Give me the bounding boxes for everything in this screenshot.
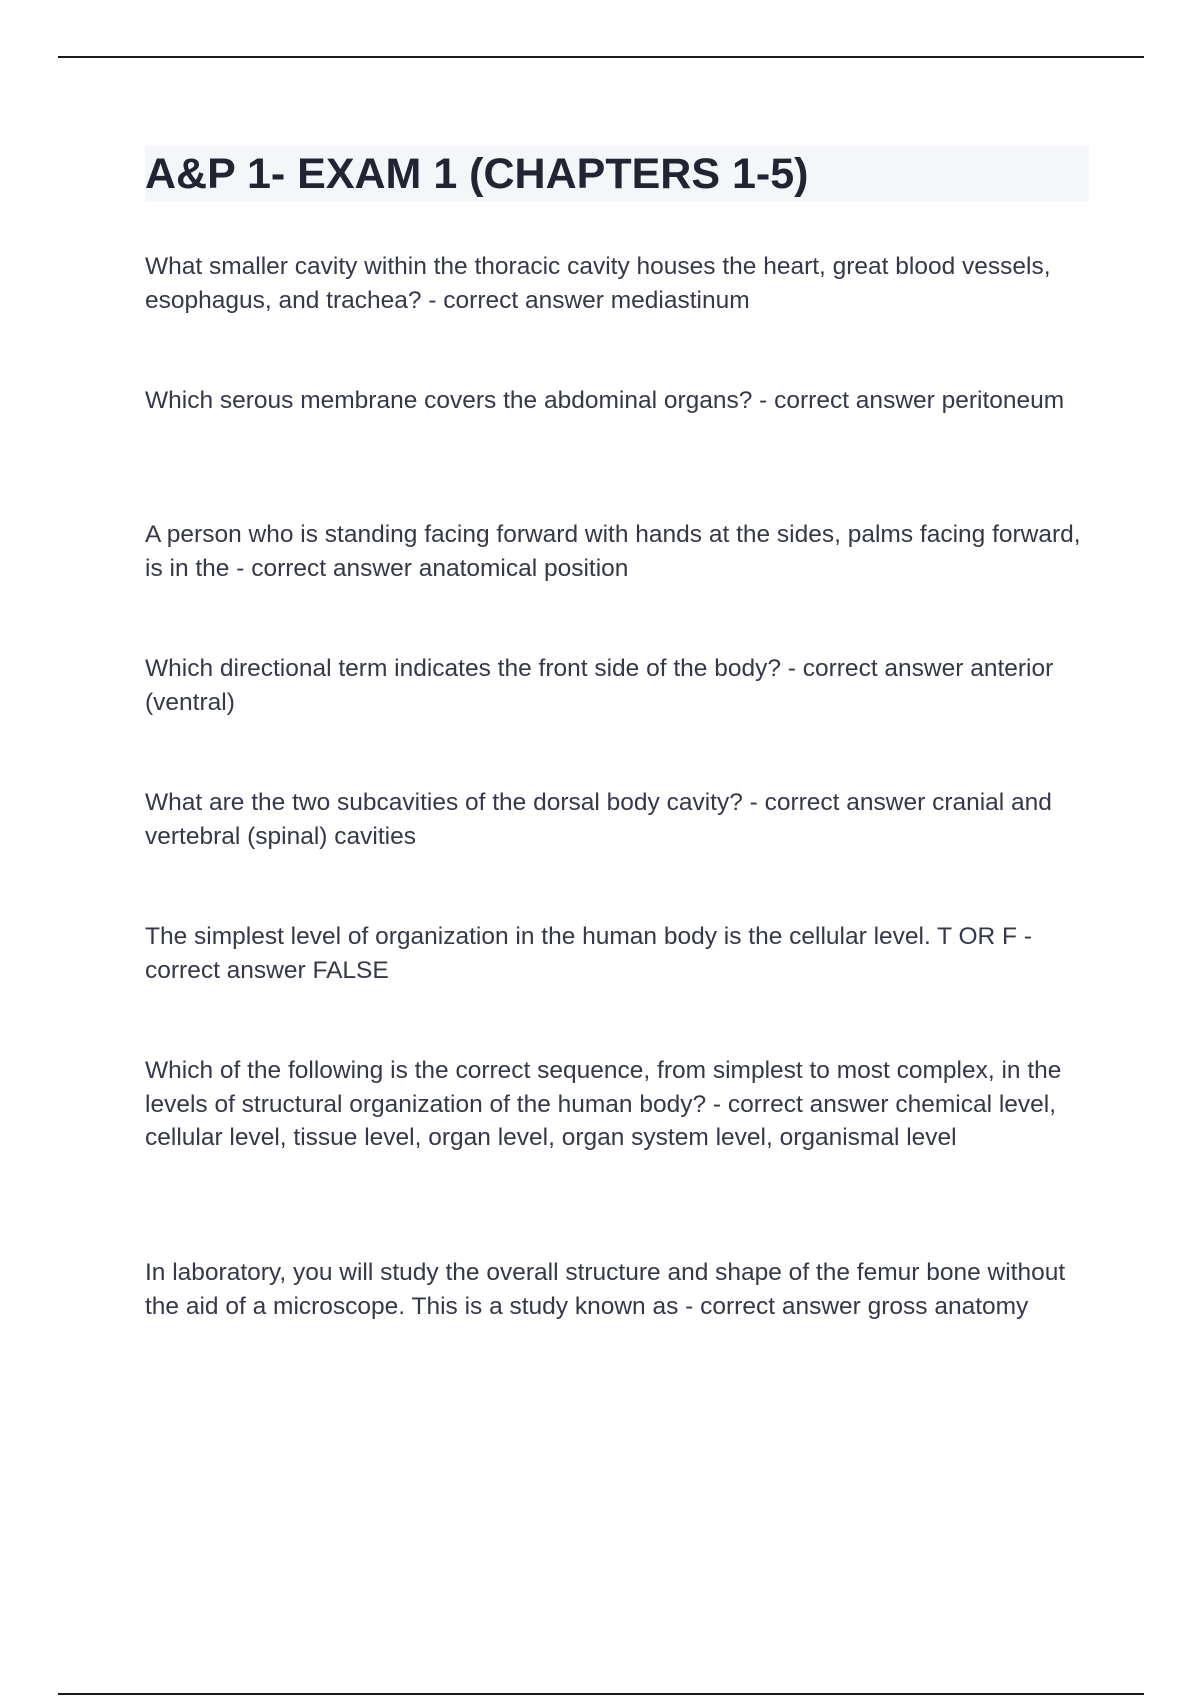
top-rule bbox=[58, 56, 1144, 58]
answer-text: peritoneum bbox=[941, 387, 1065, 414]
qa-item-7 bbox=[145, 1054, 1095, 1155]
answer-text: mediastinum bbox=[610, 286, 750, 314]
qa-item-6 bbox=[145, 920, 1095, 987]
bottom-rule bbox=[58, 1693, 1144, 1695]
answer-text: FALSE bbox=[312, 956, 389, 984]
answer-text: anatomical position bbox=[418, 554, 629, 582]
question-text: A person who is standing facing forward with hands at the sides, palms facing forward, is in the - correct answer bbox=[145, 521, 1081, 582]
question-text: What smaller cavity within the thoracic cavity houses the heart, great blood vessels, esophagus, and trachea? - correct answer bbox=[145, 253, 1051, 314]
qa-item-4 bbox=[145, 652, 1095, 719]
answer-text: chemical level, cellular level, tissue level, organ level, organ system level, organismal level bbox=[145, 1090, 1057, 1151]
qa-item-8 bbox=[145, 1256, 1095, 1323]
question-text: The simplest level of organization in the human body is the cellular level. T OR F - correct answer bbox=[145, 923, 1032, 984]
question-text: Which of the following is the correct sequence, from simplest to most complex, in the levels of structural organization of the human body? - correct answer bbox=[145, 1057, 1062, 1118]
question-text: Which directional term indicates the front side of the body? - correct answer bbox=[145, 655, 971, 682]
qa-item-1 bbox=[145, 250, 1095, 317]
question-text: Which serous membrane covers the abdominal organs? - correct answer bbox=[145, 387, 942, 414]
qa-item-3 bbox=[145, 518, 1095, 585]
qa-item-2 bbox=[145, 384, 1095, 418]
question-text: In laboratory, you will study the overall structure and shape of the femur bone without the aid of a microscope. This is a study known as - correct answer bbox=[145, 1259, 1066, 1320]
answer-text: gross anatomy bbox=[867, 1292, 1029, 1320]
answer-text: anterior (ventral) bbox=[145, 655, 1054, 716]
page-title: A&P 1- EXAM 1 (CHAPTERS 1-5) bbox=[145, 150, 809, 198]
question-text: What are the two subcavities of the dorsal body cavity? - correct answer bbox=[145, 789, 933, 816]
answer-text: cranial and vertebral (spinal) cavities bbox=[145, 789, 1052, 850]
qa-item-5 bbox=[145, 786, 1095, 853]
